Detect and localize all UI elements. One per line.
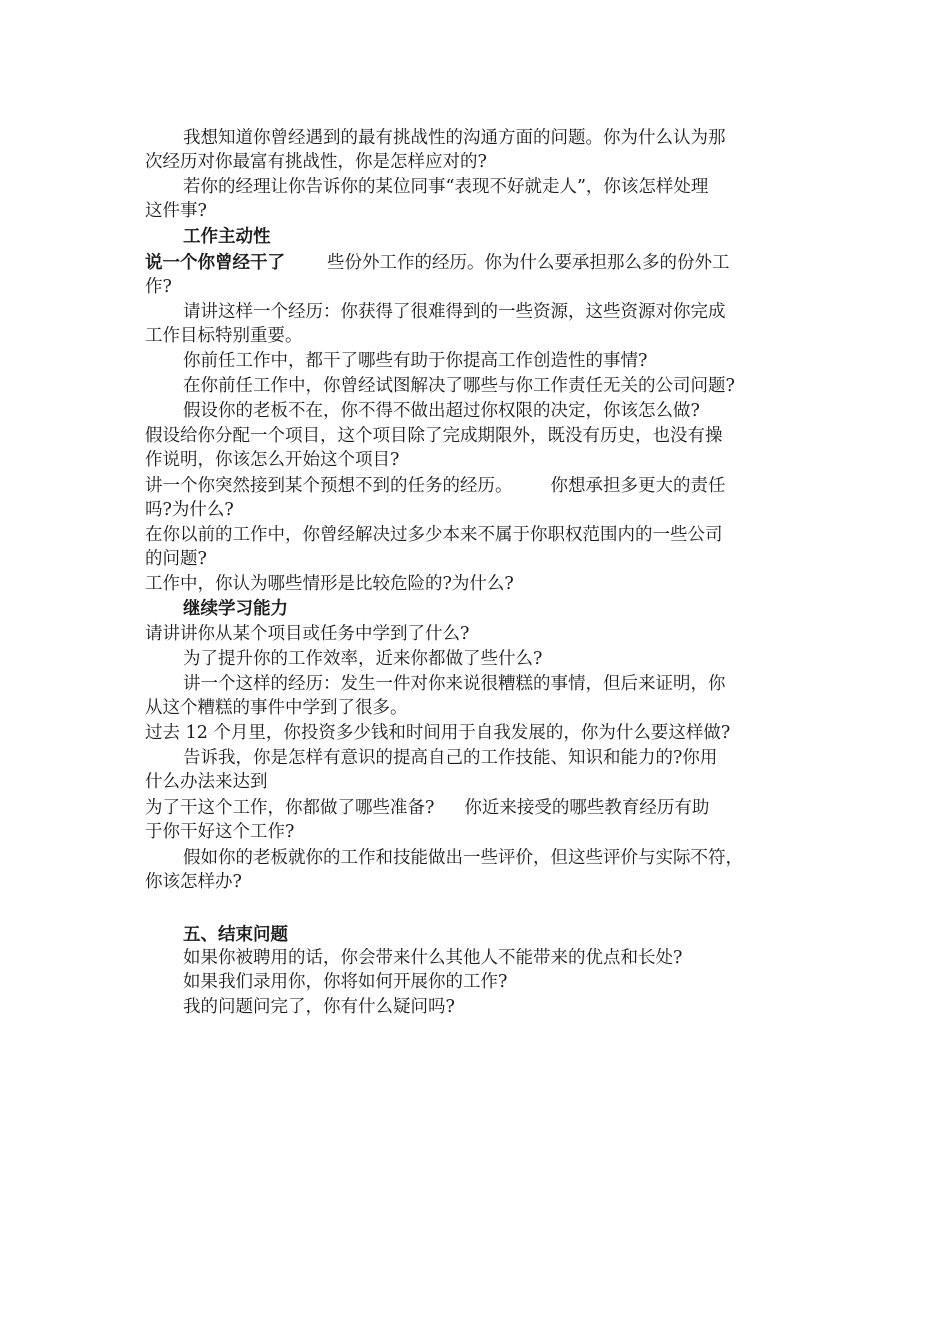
paragraph-line: 请讲讲你从某个项目或任务中学到了什么? [145,624,470,644]
paragraph-line: 作? [145,277,172,297]
paragraph-line: 请讲这样一个经历：你获得了很难得到的一些资源，这些资源对你完成 [183,302,726,322]
text-fragment: 讲一个你突然接到某个预想不到的任务的经历。 [145,476,513,496]
text-fragment: 你想承担多更大的责任 [550,476,726,496]
paragraph-line: 假设你的老板不在，你不得不做出超过你权限的决定，你该怎么做? [183,401,700,421]
paragraph-line: 什么办法来达到 [145,772,268,792]
paragraph-line: 在你以前的工作中，你曾经解决过多少本来不属于你职权范围内的一些公司 [145,525,723,545]
paragraph-line: 吗?为什么? [145,500,234,520]
section-heading: 五、结束问题 [183,925,288,945]
paragraph-line: 作说明，你该怎么开始这个项目? [145,450,400,470]
paragraph-line: 若你的经理让你告诉你的某位同事“表现不好就走人”，你该怎样处理 [183,177,709,197]
paragraph-line: 这件事? [145,201,207,221]
paragraph-line: 次经历对你最富有挑战性，你是怎样应对的? [145,152,487,172]
paragraph-line: 你前任工作中，都干了哪些有助于你提高工作创造性的事情? [183,351,648,371]
paragraph-line: 假设给你分配一个项目，这个项目除了完成期限外，既没有历史，也没有操 [145,426,723,446]
paragraph-line: 过去 12 个月里，你投资多少钱和时间用于自我发展的，你为什么要这样做? [145,723,731,743]
paragraph-line: 工作中，你认为哪些情形是比较危险的?为什么? [145,574,514,594]
section-heading: 继续学习能力 [183,599,288,619]
paragraph-line: 如果我们录用你，你将如何开展你的工作? [183,972,508,992]
paragraph-line [145,796,709,820]
paragraph-line: 于你干好这个工作? [145,822,295,842]
text-fragment: 你近来接受的哪些教育经历有助 [464,798,710,818]
paragraph-line: 讲一个这样的经历：发生一件对你来说很糟糕的事情，但后来证明，你 [183,674,726,694]
section-heading: 工作主动性 [183,227,271,247]
paragraph-line: 我的问题问完了，你有什么疑问吗? [183,997,455,1017]
paragraph-line: 如果你被聘用的话，你会带来什么其他人不能带来的优点和长处? [183,948,683,968]
paragraph-line [145,474,726,498]
text-fragment: 为了干这个工作，你都做了哪些准备? [145,798,435,818]
paragraph-line [145,251,730,275]
paragraph-line: 工作目标特别重要。 [145,326,303,346]
paragraph-line: 的问题? [145,549,207,569]
bold-fragment: 说一个你曾经干了 [145,253,285,273]
paragraph-line: 为了提升你的工作效率，近来你都做了些什么? [183,649,543,669]
paragraph-line: 从这个糟糕的事件中学到了很多。 [145,698,408,718]
text-fragment: 些份外工作的经历。你为什么要承担那么多的份外工 [327,253,730,273]
paragraph-line: 假如你的老板就你的工作和技能做出一些评价，但这些评价与实际不符， [183,848,743,868]
paragraph-line: 在你前任工作中，你曾经试图解决了哪些与你工作责任无关的公司问题? [183,376,735,396]
paragraph-line: 我想知道你曾经遇到的最有挑战性的沟通方面的问题。你为什么认为那 [183,128,726,148]
paragraph-line: 你该怎样办? [145,872,242,892]
paragraph-line: 告诉我，你是怎样有意识的提高自己的工作技能、知识和能力的?你用 [183,748,718,768]
